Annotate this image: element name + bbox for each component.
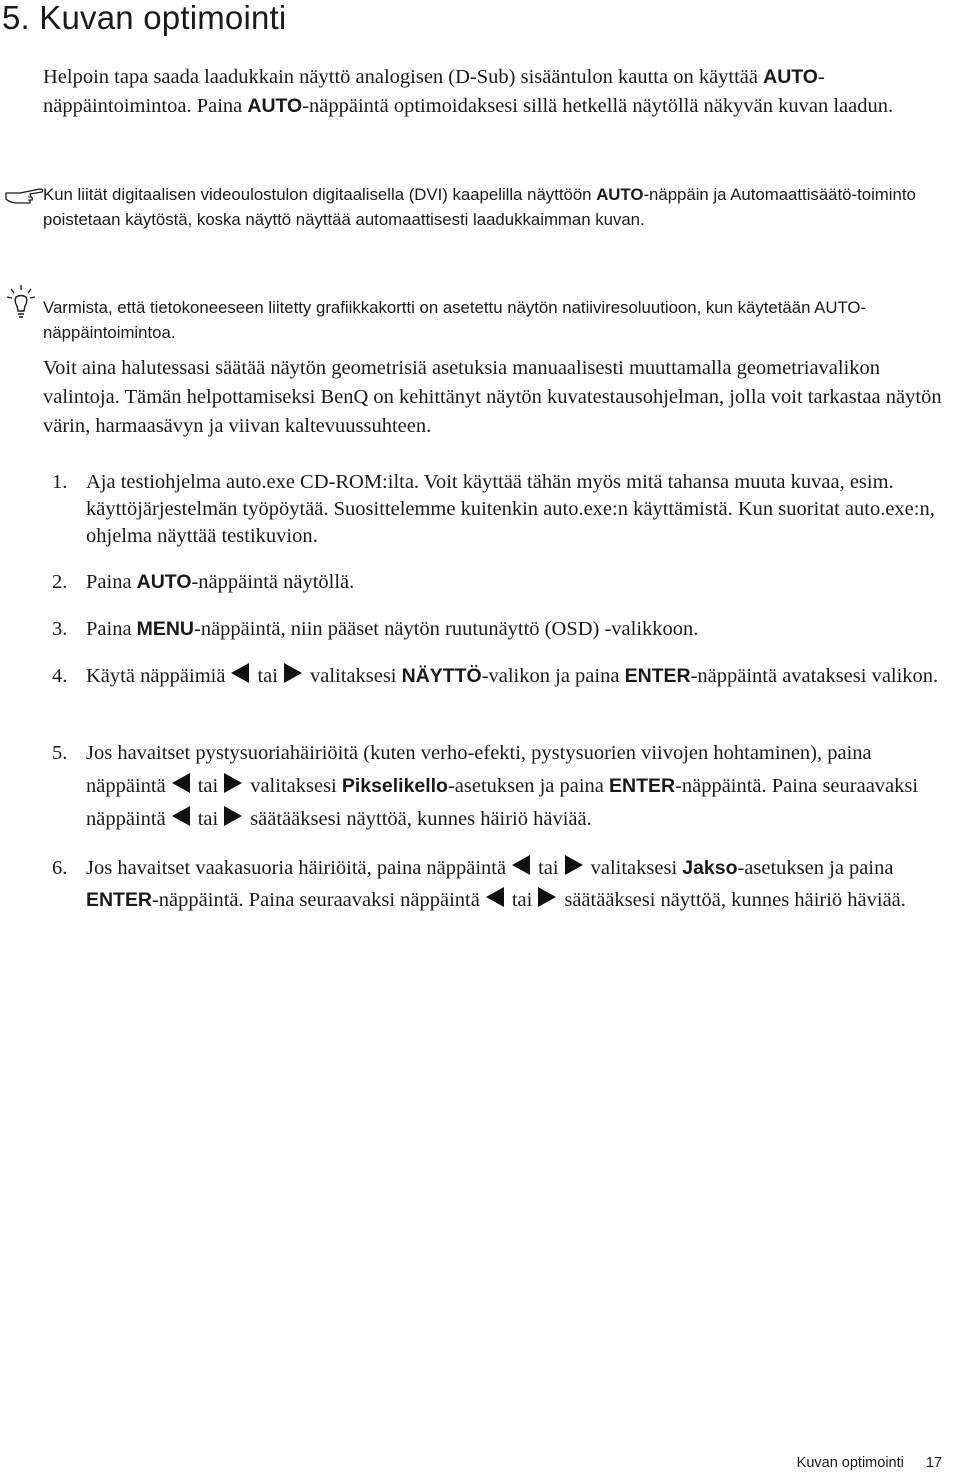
- menu-key-label: MENU: [136, 618, 194, 640]
- step-2-text-2: -näppäintä näytöllä.: [191, 571, 355, 593]
- step-3: [52, 615, 952, 643]
- or-label: tai: [197, 775, 219, 797]
- step-6-text-4: -näppäintä. Paina seuraavaksi näppäintä: [151, 889, 480, 911]
- pixel-clock-label: Pikselikello: [341, 775, 448, 797]
- resolution-tip: Varmista, että tietokoneeseen liitetty grafiikkakortti on asetettu näytön natiiviresoluutioon, kun käytetään AUTO-näppäintoimintoa.: [43, 298, 867, 342]
- geometry-paragraph: Voit aina halutessasi säätää näytön geometrisiä asetuksia manuaalisesti muuttamalla geometriavalikon valintoja. Tämän helpottamiseksi BenQ on kehittänyt näytön kuvatestausohjelman, jolla voit tarkastaa näytön värin, harmaasävyn ja viivan kaltevuussuhteen.: [43, 357, 942, 437]
- step-number: 6.: [52, 857, 68, 879]
- right-triangle-icon: [538, 887, 556, 907]
- left-triangle-icon: [172, 773, 190, 793]
- step-5-text-5: säätääksesi näyttöä, kunnes häiriö häviää.: [250, 808, 592, 830]
- step-4: [52, 662, 952, 691]
- step-1: [52, 469, 952, 550]
- step-number: 2.: [52, 571, 68, 593]
- step-4-text-2: valitaksesi: [309, 665, 397, 687]
- step-4-text-4: -näppäintä avataksesi valikon.: [690, 665, 939, 687]
- auto-key-label: AUTO: [763, 66, 818, 88]
- right-triangle-icon: [224, 773, 242, 793]
- auto-key-label: AUTO: [247, 95, 303, 117]
- or-label: tai: [511, 889, 533, 911]
- step-6: [52, 852, 952, 916]
- step-5: [52, 737, 952, 836]
- dvi-note: [43, 183, 953, 232]
- step-6-text-2: valitaksesi: [590, 857, 678, 879]
- step-number: 4.: [52, 665, 68, 687]
- step-5-text-4: -näppäintä. Paina seuraavaksi näppäintä: [86, 775, 919, 830]
- auto-key-label: AUTO: [136, 571, 192, 593]
- right-triangle-icon: [224, 806, 242, 826]
- note1-text-2: -näppäin ja Automaattisäätö-toiminto poistetaan käytöstä, koska näyttö näyttää automaattisesti laadukkaimman kuvan.: [43, 185, 916, 229]
- page-footer: [797, 1454, 942, 1472]
- step-6-text-3: -asetuksen ja paina: [737, 857, 894, 879]
- right-triangle-icon: [565, 855, 583, 875]
- step-2-text-1: Paina: [86, 571, 132, 593]
- step-4-text-1: Käytä näppäimiä: [86, 665, 226, 687]
- left-triangle-icon: [512, 855, 530, 875]
- step-5-text-2: valitaksesi: [250, 775, 337, 797]
- or-label: tai: [257, 665, 278, 687]
- step-5-text-3: -asetuksen ja paina: [447, 775, 604, 797]
- right-triangle-icon: [284, 663, 302, 683]
- step-3-text-2: -näppäintä, niin pääset näytön ruutunäyttö (OSD) -valikkoon.: [194, 618, 699, 640]
- enter-key-label: ENTER: [624, 665, 691, 687]
- intro-text-2: -näppäintoimintoa. Paina: [43, 66, 825, 117]
- step-4-text-3: -valikon ja paina: [481, 665, 620, 687]
- step-6-text-1: Jos havaitset vaakasuoria häiriöitä, paina näppäintä: [86, 857, 507, 879]
- left-triangle-icon: [172, 806, 190, 826]
- intro-text-3: -näppäintä optimoidaksesi sillä hetkellä näytöllä näkyvän kuvan laadun.: [302, 95, 894, 117]
- step-3-text-1: Paina: [86, 618, 132, 640]
- step-number: 1.: [52, 471, 68, 493]
- step-number: 5.: [52, 742, 68, 764]
- or-label: tai: [197, 808, 219, 830]
- page-number: 17: [925, 1455, 942, 1471]
- left-triangle-icon: [231, 663, 249, 683]
- left-triangle-icon: [486, 887, 504, 907]
- note1-text-1: Kun liität digitaalisen videoulostulon digitaalisella (DVI) kaapelilla näyttöön: [43, 185, 592, 204]
- display-menu-label: NÄYTTÖ: [401, 665, 482, 687]
- enter-key-label: ENTER: [86, 889, 152, 911]
- auto-key-label: AUTO: [596, 185, 644, 204]
- step-1-text: Aja testiohjelma auto.exe CD-ROM:ilta. Voit käyttää tähän myös mitä tahansa muuta kuvaa, esim. käyttöjärjestelmän työpöytää. Suosittelemme kuitenkin auto.exe:n käyttämistä. Kun suoritat auto.exe:n, ohjelma näyttää testikuvion.: [86, 471, 935, 547]
- light-bulb-icon: [6, 284, 36, 320]
- step-5-text-1: Jos havaitset pystysuoriahäiriöitä (kuten verho-efekti, pystysuorien viivojen hohtaminen), paina näppäintä: [86, 742, 872, 797]
- step-number: 3.: [52, 618, 68, 640]
- intro-paragraph: [43, 63, 948, 121]
- phase-label: Jakso: [682, 857, 738, 879]
- enter-key-label: ENTER: [609, 775, 676, 797]
- footer-section: Kuvan optimointi: [796, 1455, 904, 1471]
- step-2: [52, 568, 952, 596]
- page-title: 5. Kuvan optimointi: [2, 0, 287, 36]
- intro-text-1: Helpoin tapa saada laadukkain näyttö analogisen (D-Sub) sisääntulon kautta on käyttää: [43, 66, 759, 88]
- pointing-hand-icon: [4, 184, 44, 206]
- or-label: tai: [538, 857, 559, 879]
- step-6-text-5: säätääksesi näyttöä, kunnes häiriö häviää.: [564, 889, 906, 911]
